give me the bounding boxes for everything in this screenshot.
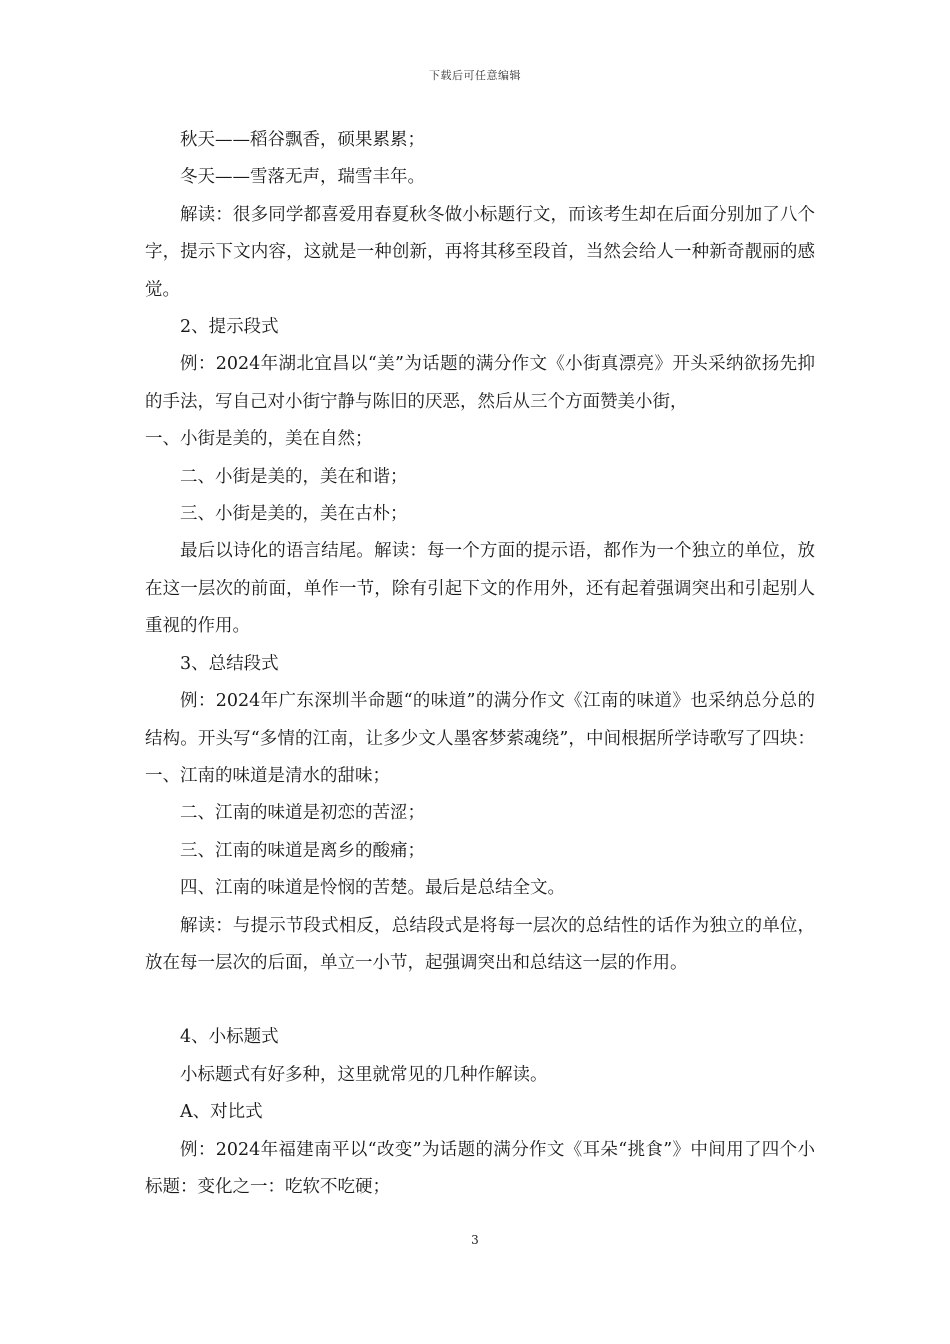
section-heading-prompt-paragraph: 2、提示段式 (180, 317, 279, 338)
paragraph-winter: 冬天——雪落无声，瑞雪丰年。 (180, 167, 425, 188)
paragraph-interpretation-prompt: 最后以诗化的语言结尾。解读：每一个方面的提示语，都作为一个独立的单位，放在这一层次的前面，单作一节，除有引起下文的作用外，还有起着强调突出和引起别人重视的作用。 (145, 541, 815, 637)
section-heading-subtitle: 4、小标题式 (180, 1027, 279, 1048)
paragraph-example-yichang: 例：2024年湖北宜昌以“美”为话题的满分作文《小街真漂亮》开头采纳欲扬先抑的手法，写自己对小街宁静与陈旧的厌恶，然后从三个方面赞美小街， (145, 354, 815, 412)
paragraph-street-harmony: 二、小街是美的，美在和谐； (180, 466, 408, 487)
document-body (145, 122, 815, 1206)
paragraph-jiangnan-bitter: 二、江南的味道是初恋的苦涩； (180, 803, 425, 824)
paragraph-subtitle-intro: 小标题式有好多种，这里就常见的几种作解读。 (180, 1064, 548, 1085)
page-number: 3 (471, 1233, 479, 1247)
paragraph-interpretation-summary: 解读：与提示节段式相反，总结段式是将每一层次的总结性的话作为独立的单位，放在每一层次的后面，单立一小节，起强调突出和总结这一层的作用。 (145, 915, 815, 973)
paragraph-street-nature: 一、小街是美的，美在自然； (145, 429, 373, 450)
paragraph-autumn: 秋天——稻谷飘香，硕果累累； (180, 130, 425, 150)
section-heading-contrast: A、对比式 (180, 1102, 263, 1123)
paragraph-jiangnan-pity: 四、江南的味道是怜悯的苦楚。最后是总结全文。 (180, 878, 565, 899)
paragraph-interpretation-seasons: 解读：很多同学都喜爱用春夏秋冬做小标题行文，而该考生却在后面分别加了八个字，提示下文内容，这就是一种创新，再将其移至段首，当然会给人一种新奇靓丽的感觉。 (145, 204, 815, 300)
paragraph-street-ancient: 三、小街是美的，美在古朴； (180, 504, 408, 525)
paragraph-example-shenzhen: 例：2024年广东深圳半命题“的味道”的满分作文《江南的味道》也采纳总分总的结构。开头写“多情的江南，让多少文人墨客梦萦魂绕”，中间根据所学诗歌写了四块：一、江南的味道是清水的甜味； (145, 691, 815, 786)
paragraph-example-nanping: 例：2024年福建南平以“改变”为话题的满分作文《耳朵“挑食”》中间用了四个小标题：变化之一：吃软不吃硬； (145, 1139, 815, 1197)
section-heading-summary-paragraph: 3、总结段式 (180, 653, 279, 674)
page-header-note: 下载后可任意编辑 (429, 69, 521, 82)
paragraph-jiangnan-sour: 三、江南的味道是离乡的酸痛； (180, 840, 425, 861)
